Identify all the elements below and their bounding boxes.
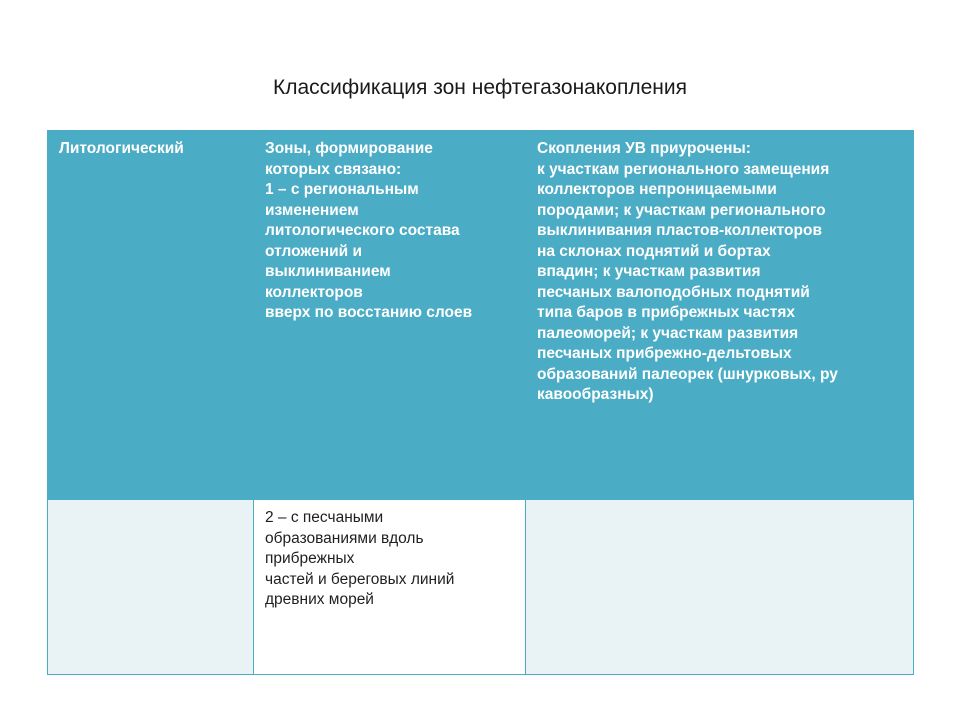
table-cell-accumulations (526, 500, 914, 675)
classification-table (47, 130, 914, 675)
table-row (48, 131, 914, 500)
cell-text-accumulations: Скопления УВ приурочены: к участкам регионального замещения коллекторов непроницаемыми породами; к участкам регионального выклинивания пластов-коллекторов на склонах поднятий и бортах впадин; к участкам развития песчаных валоподобных поднятий типа баров в прибрежных частях палеоморей; к участкам развития песчаных прибрежно-дельтовых образований палеорек (шнурковых, ру кавообразных) (537, 140, 838, 403)
cell-text-type: Литологический (59, 140, 184, 157)
table-cell-type (48, 131, 254, 500)
table-cell-zones (254, 131, 526, 500)
table-cell-accumulations (526, 131, 914, 500)
slide-title: Классификация зон нефтегазонакопления (273, 76, 687, 99)
cell-text-zones: 2 – с песчаными образованиями вдоль прибрежных частей и береговых линий древних морей (265, 509, 455, 608)
table-cell-zones (254, 500, 526, 675)
cell-text-zones: Зоны, формирование которых связано: 1 – с региональным изменением литологического состава отложений и выклиниванием коллекторов вверх по восстанию слоев (265, 140, 473, 321)
table-row (48, 500, 914, 675)
table-cell-type (48, 500, 254, 675)
